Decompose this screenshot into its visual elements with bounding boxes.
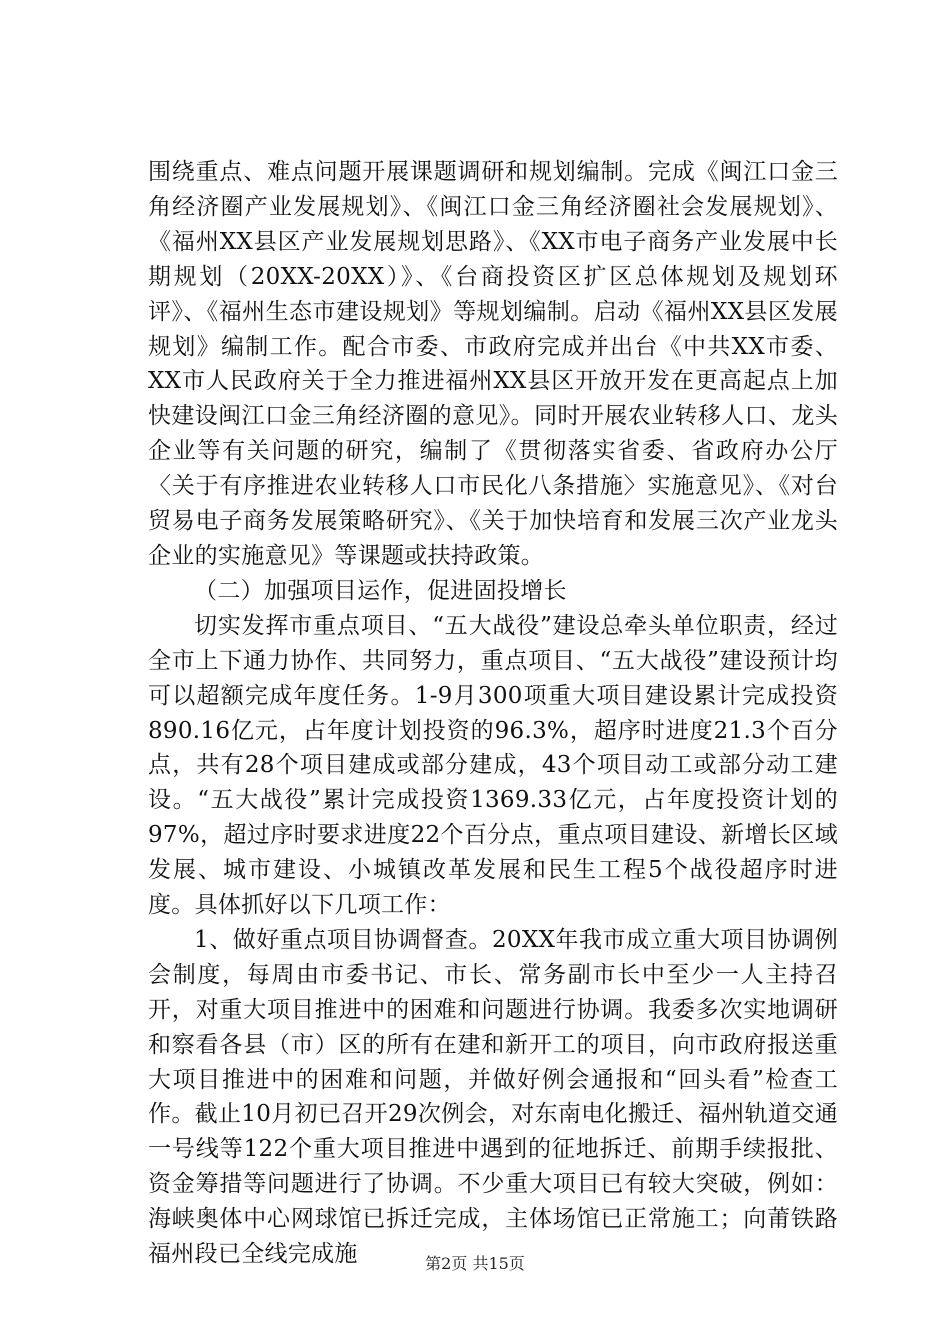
paragraph-research-planning: 围绕重点、难点问题开展课题调研和规划编制。完成《闽江口金三角经济圈产业发展规划》、《闽江口金三角经济圈社会发展规划》、《福州XX县区产业发展规划思路》、《XX市电子商务产业发展中长期规划（20XX-20XX）》、《台商投资区扩区总体规划及规划环评》、《福州生态市建设规划》等规划编制。启动《福州XX县区发展规划》编制工作。配合市委、市政府完成并出台《中共XX市委、XX市人民政府关于全力推进福州XX县区开放开发在更高起点上加快建设闽江口金三角经济圈的意见》。同时开展农业转移人口、龙头企业等有关问题的研究，编制了《贯彻落实省委、省政府办公厅〈关于有序推进农业转移人口市民化八条措施〉实施意见》、《对台贸易电子商务发展策略研究》、《关于加快培育和发展三次产业龙头企业的实施意见》等课题或扶持政策。: [148, 159, 838, 569]
section-heading-project-operation: （二）加强项目运作，促进固投增长: [194, 577, 567, 604]
paragraph-key-projects-summary: 切实发挥市重点项目、“五大战役”建设总牵头单位职责，经过全市上下通力协作、共同努力，重点项目、“五大战役”建设预计均可以超额完成年度任务。1-9月300项重大项目建设累计完成投资890.16亿元，占年度计划投资的96.3%，超序时进度21.3个百分点，共有28个项目建成或部分建成，43个项目动工或部分动工建设。“五大战役”累计完成投资1369.33亿元，占年度投资计划的97%，超过序时要求进度22个百分点，重点项目建设、新增长区域发展、城市建设、小城镇改革发展和民生工程5个战役超序时进度。具体抓好以下几项工作：: [148, 612, 838, 919]
document-body: [148, 155, 838, 1272]
page-number-footer: 第2页 共15页: [425, 1254, 525, 1273]
paragraph-project-coordination: 1、做好重点项目协调督查。20XX年我市成立重大项目协调例会制度，每周由市委书记、市长、常务副市长中至少一人主持召开，对重大项目推进中的困难和问题进行协调。我委多次实地调研和察看各县（市）区的所有在建和新开工的项目，向市政府报送重大项目推进中的困难和问题，并做好例会通报和“回头看”检查工作。截止10月初已召开29次例会，对东南电化搬迁、福州轨道交通一号线等122个重大项目推进中遇到的征地拆迁、前期手续报批、资金筹措等问题进行了协调。不少重大项目已有较大突破，例如：海峡奥体中心网球馆已拆迁完成，主体场馆已正常施工；向莆铁路福州段已全线完成施: [148, 926, 838, 1268]
